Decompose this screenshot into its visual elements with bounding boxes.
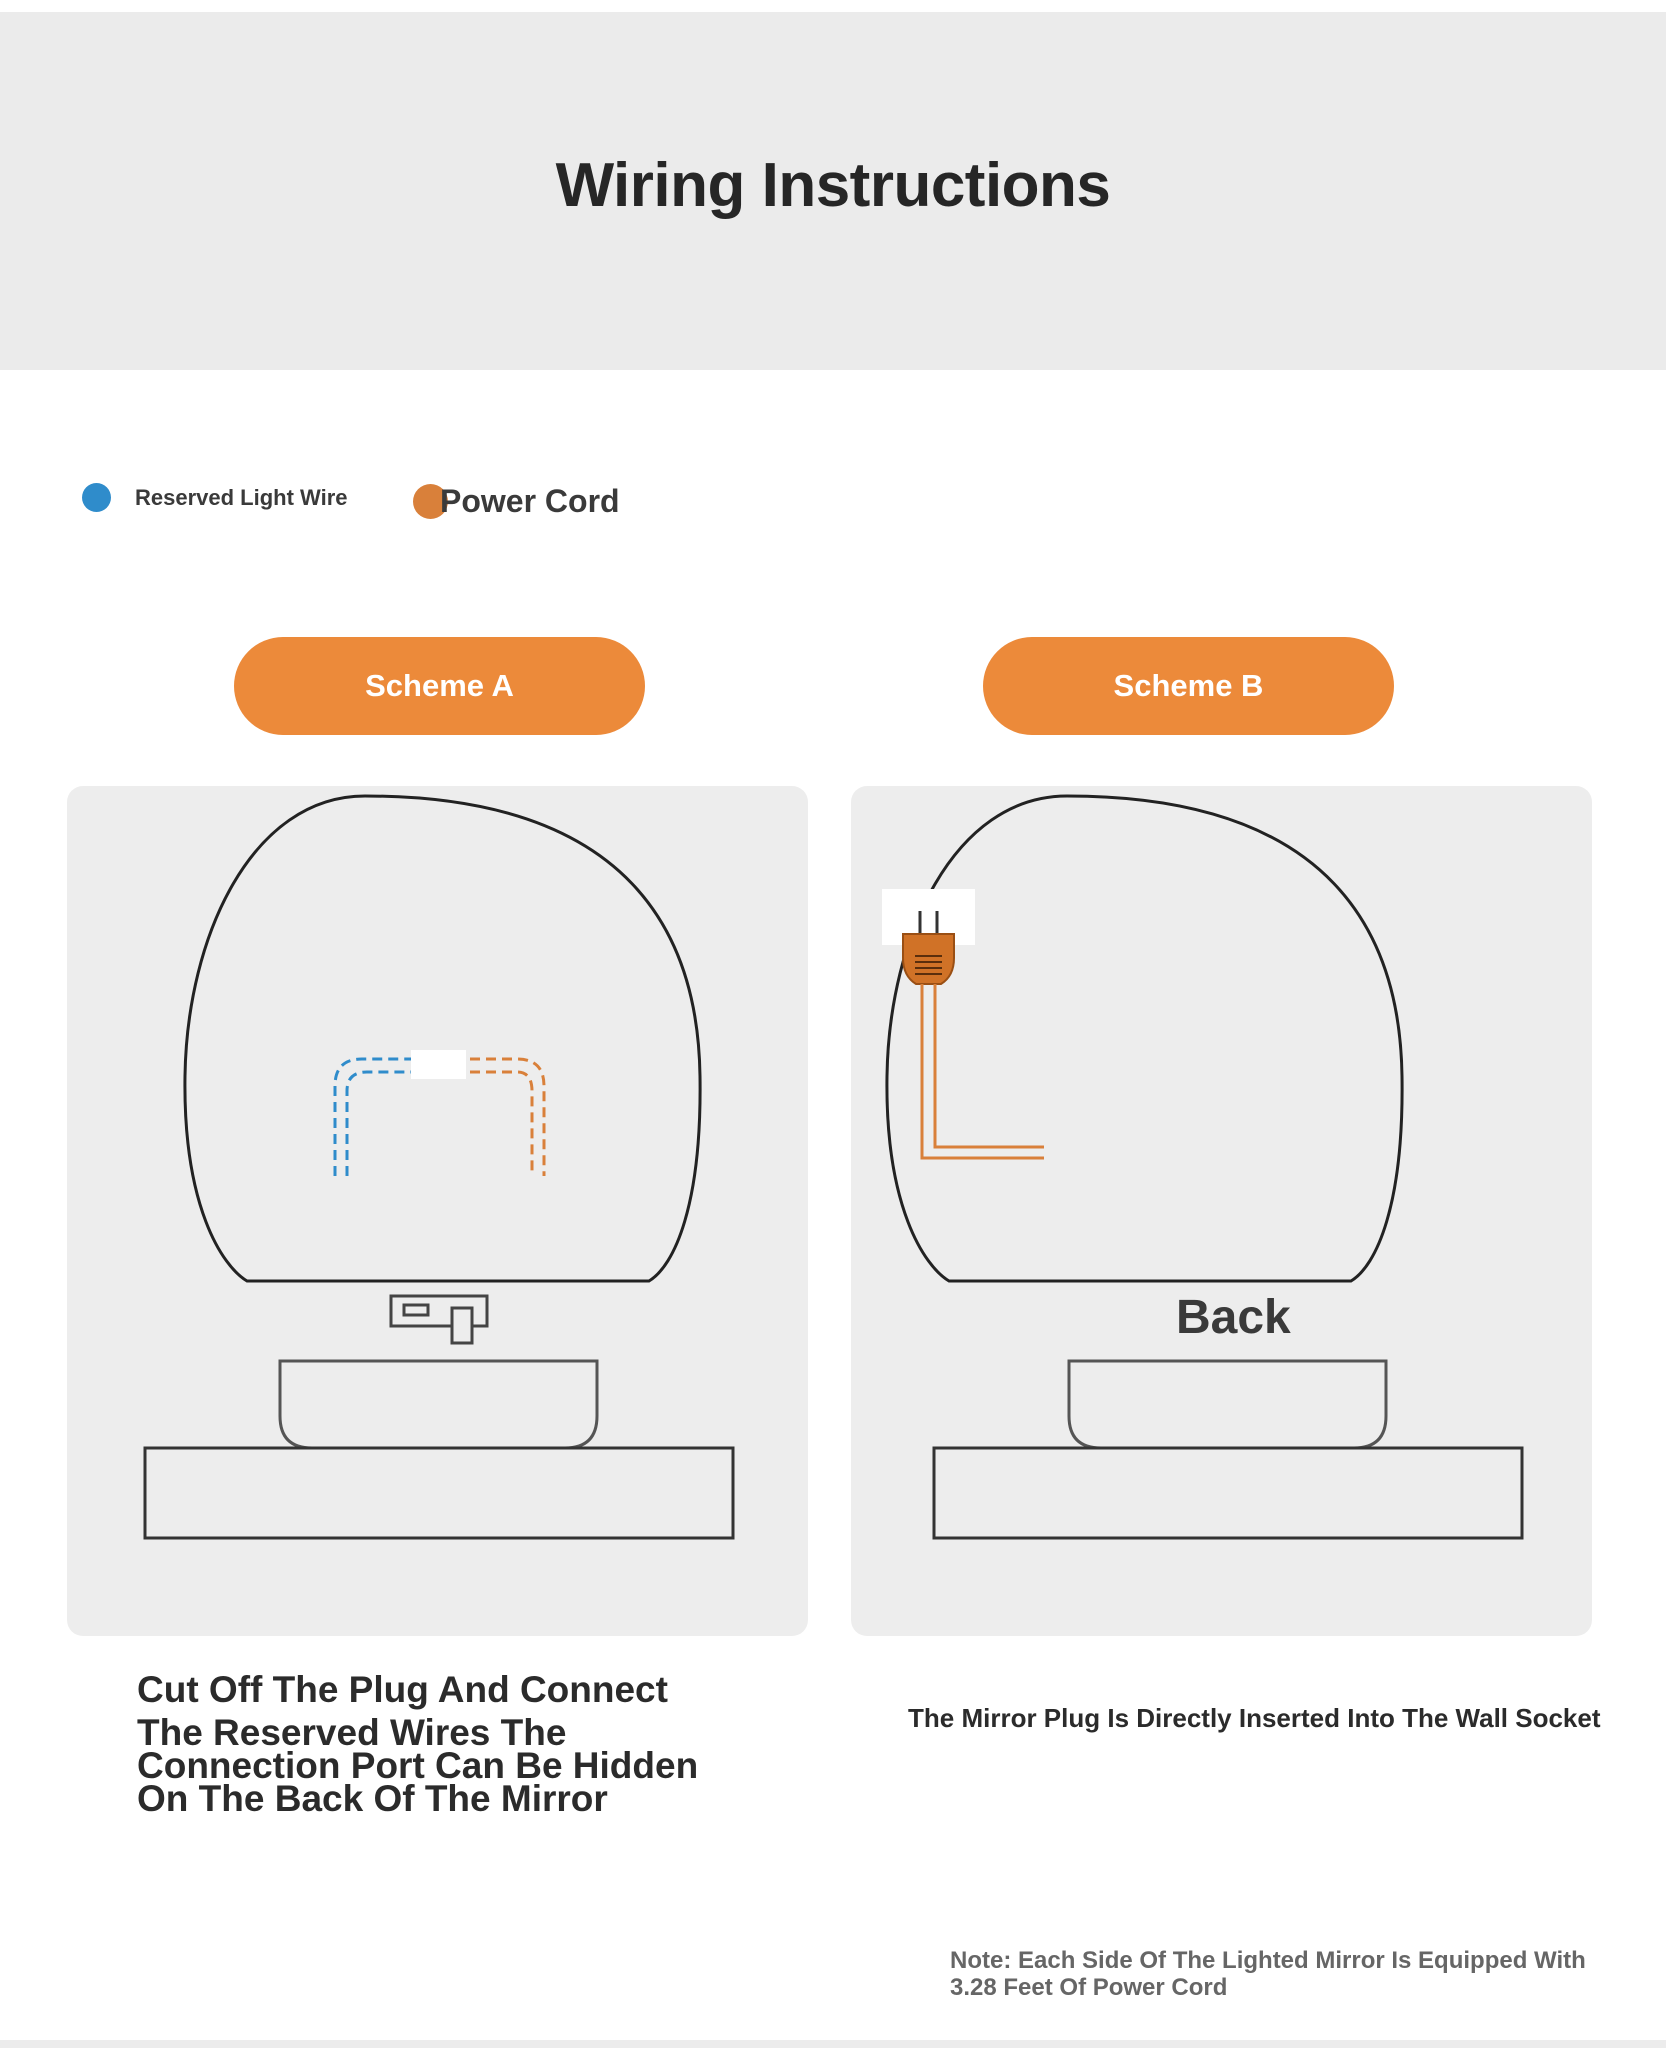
vanity-counter [934, 1448, 1522, 1538]
power-cord [922, 984, 1044, 1158]
mirror-outline [887, 796, 1402, 1281]
scheme-b-caption: The Mirror Plug Is Directly Inserted Into The Wall Socket [908, 1703, 1601, 1733]
page-title: Wiring Instructions [555, 151, 1111, 220]
sink-basin [280, 1361, 597, 1448]
vanity-counter [145, 1448, 733, 1538]
scheme-a-caption-rest: The Reserved Wires The Connection Port Can Be Hidden On The Back Of The Mirror [137, 1712, 699, 1819]
scheme-a-caption [137, 1669, 737, 1819]
footnote: Note: Each Side Of The Lighted Mirror Is Equipped With 3.28 Feet Of Power Cord [950, 1947, 1586, 2001]
back-label: Back [1176, 1291, 1291, 1344]
scheme-a-caption-line1: Cut Off The Plug And Connect [137, 1669, 668, 1710]
scheme-b-diagram [851, 786, 1592, 1636]
scheme-a-diagram [67, 786, 808, 1636]
scheme-b-badge: Scheme B [983, 637, 1394, 735]
legend-label: Reserved Light Wire [135, 484, 348, 510]
sink-basin [1069, 1361, 1386, 1448]
reserved-light-wire [335, 1059, 412, 1176]
legend-item-reserved-light-wire [82, 483, 348, 512]
blue-dot-icon [82, 483, 111, 512]
power-cord-wire [470, 1059, 544, 1176]
legend-item-power-cord [413, 483, 620, 520]
scheme-a-diagram-panel [67, 786, 808, 1636]
bottom-divider [0, 2040, 1666, 2048]
connection-port-icon [391, 1296, 487, 1343]
scheme-b-diagram-panel [851, 786, 1592, 1636]
scheme-a-badge: Scheme A [234, 637, 645, 735]
mirror-outline [185, 796, 700, 1281]
legend-label: Power Cord [440, 483, 620, 519]
connection-block [411, 1050, 466, 1079]
